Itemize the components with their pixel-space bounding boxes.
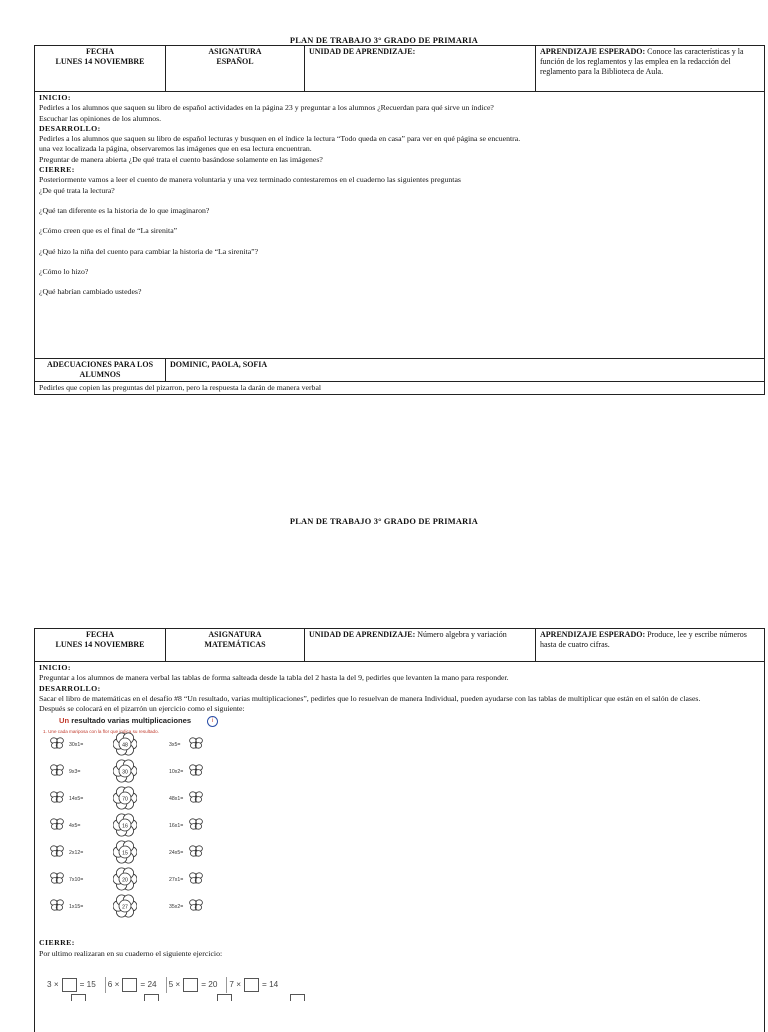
answer-box	[62, 978, 77, 992]
unidad-label: UNIDAD DE APRENDIZAJE	[309, 630, 413, 639]
answer-box	[217, 994, 232, 1001]
unidad-cell: UNIDAD DE APRENDIZAJE:	[305, 46, 536, 91]
worksheet-title-un: Un	[59, 716, 70, 726]
exercise-row-2	[45, 994, 760, 1000]
plan2-header-row	[35, 629, 764, 662]
flower-number: 15	[122, 850, 128, 857]
adecuaciones-note-row	[35, 382, 764, 394]
flower-number: 30	[122, 769, 128, 776]
asignatura-cell	[166, 629, 305, 661]
butterfly-icon	[49, 789, 65, 805]
flower-number: 16	[122, 823, 128, 830]
inicio-line: Pedirles a los alumnos que saquen su libro de español actividades en la página 23 y preguntar a los alumnos ¿Recuerdan para qué sirve un índice?	[39, 103, 494, 113]
cierre-line: Por ultimo realizaran en su cuaderno el siguiente ejercicio:	[39, 948, 223, 958]
flower-icon	[113, 894, 137, 918]
unidad-value: Número algebra y variación	[417, 630, 507, 639]
question: ¿Qué tan diferente es la historia de lo que imaginaron?	[39, 205, 210, 215]
flower-icon	[113, 786, 137, 810]
inicio-line: Escuchar las opiniones de los alumnos.	[39, 113, 162, 123]
fecha-value: LUNES 14 NOVIEMBRE	[55, 640, 145, 649]
asignatura-value: MATEMÁTICAS	[204, 640, 266, 649]
worksheet-title: resultado varias multiplicaciones	[69, 716, 192, 726]
desarrollo-line: Preguntar de manera abierta ¿De qué trata el cuento basándose solamente en las imágenes?	[39, 154, 323, 164]
aprendizaje-value: Produce, lee y escribe números hasta de cuatro cifras.	[540, 630, 747, 649]
butterfly-icon	[49, 870, 65, 886]
answer-box	[71, 994, 86, 1001]
exercise-item: 5 × = 20	[167, 977, 228, 993]
plan2-body-row	[35, 662, 764, 1032]
desarrollo-label: DESARROLLO	[39, 123, 98, 133]
cierre-line: ¿De qué trata la lectura?	[39, 185, 115, 195]
adecuaciones-note: Pedirles que copien las preguntas del pizarron, pero la respuesta la darán de manera verbal	[39, 383, 322, 392]
desarrollo-line: Pedirles a los alumnos que saquen su libro de español lecturas y busquen en el índice la lectura “Todo queda en casa” para ver en qué página se encuentra.	[39, 134, 521, 144]
answer-box	[183, 978, 198, 992]
answer-box	[122, 978, 137, 992]
right-equation: 16x1=	[169, 823, 184, 830]
right-equation: 3x5=	[169, 742, 181, 749]
question: ¿Qué habrían cambiado ustedes?	[39, 287, 142, 297]
unidad-cell: UNIDAD DE APRENDIZAJE: Número algebra y variación	[305, 629, 536, 661]
inicio-line: Preguntar a los alumnos de manera verbal las tablas de forma salteada desde la tabla del 2 hasta la del 9, pedirles que levanten la mano para responder.	[39, 673, 509, 683]
owl-icon: i	[207, 716, 218, 727]
plan1-title: PLAN DE TRABAJO 3° GRADO DE PRIMARIA	[289, 36, 479, 45]
asignatura-label: ASIGNATURA	[208, 630, 262, 639]
fecha-label: FECHA	[86, 47, 114, 56]
butterfly-icon	[49, 816, 65, 832]
flower-number: 70	[122, 796, 128, 803]
aprendizaje-value: Conoce las características y la función de los reglamentos y las emplea en la redacción del reglamento para la Biblioteca de Aula.	[540, 47, 744, 76]
aprendizaje-label: APRENDIZAJE ESPERADO	[540, 630, 643, 639]
right-equation: 48x1=	[169, 796, 184, 803]
left-equation: 7x10=	[69, 877, 84, 884]
inicio-label: INICIO	[39, 663, 68, 672]
flower-icon	[113, 759, 137, 783]
plan1-table	[34, 45, 765, 395]
asignatura-label: ASIGNATURA	[208, 47, 262, 56]
cierre-label: CIERRE	[39, 938, 72, 948]
butterfly-icon	[188, 843, 204, 859]
question: ¿Cómo creen que es el final de “La sirenita”	[39, 226, 178, 236]
butterfly-icon	[188, 897, 204, 913]
adecuaciones-label: ADECUACIONES PARA LOS ALUMNOS	[35, 359, 166, 381]
question: ¿Qué hizo la niña del cuento para cambiar la historia de “La sirenita”?	[39, 246, 259, 256]
flower-icon	[113, 840, 137, 864]
plan1-header-row	[35, 46, 764, 92]
desarrollo-label: DESARROLLO	[39, 683, 98, 693]
answer-box	[144, 994, 159, 1001]
flower-icon	[113, 867, 137, 891]
worksheet-instruction: 1. Une cada mariposa con la flor que indica su resultado.	[43, 728, 159, 734]
adecuaciones-row	[35, 359, 764, 382]
flower-icon	[113, 732, 137, 756]
right-equation: 24x5=	[169, 850, 184, 857]
exercise-item: 7 × = 14	[227, 977, 287, 993]
right-equation: 35x2=	[169, 904, 184, 911]
left-equation: 1x15=	[69, 904, 84, 911]
desarrollo-line: Sacar el libro de matemáticas en el desafío #8 “Un resultado, varias multiplicaciones”, pedirles que lo resuelvan de manera Individual, pueden ayudarse con las tablas de multiplicar que están en el salón de clases.	[39, 693, 701, 703]
fecha-cell	[35, 46, 166, 91]
right-equation: 10x2=	[169, 769, 184, 776]
asignatura-value: ESPAÑOL	[216, 57, 254, 66]
asignatura-cell	[166, 46, 305, 91]
left-equation: 14x5=	[69, 796, 84, 803]
exercise-row	[45, 977, 760, 993]
inicio-label: INICIO	[39, 93, 68, 102]
unidad-label: UNIDAD DE APRENDIZAJE	[309, 47, 413, 56]
flower-number: 48	[122, 742, 128, 749]
butterfly-icon	[49, 843, 65, 859]
plan2-title: PLAN DE TRABAJO 3° GRADO DE PRIMARIA	[289, 517, 479, 526]
butterfly-icon	[188, 870, 204, 886]
butterfly-icon	[49, 735, 65, 751]
plan1-body: INICIO: Pedirles a los alumnos que saquen su libro de español actividades en la página 23 y preguntar a los alumnos ¿Recuerdan para qué sirve un índice? Escuchar las opiniones de los alumnos. DESARROLLO: Pedirles a los alumnos que saquen su libro de español lecturas y busquen en el índice la lectura “Todo queda en casa” para ver en qué página se encuentra. una vez localizada la página, observaremos las imágenes que en esa lectura encuentran. Preguntar de manera abierta ¿De qué trata el cuento basándose solamente en las imágenes? CIERRE: Posteriormente vamos a leer el cuento de manera voluntaria y una vez terminado contestaremos en el cuaderno las siguientes preguntas ¿De qué trata la lectura? ¿Qué tan diferente es la historia de lo que imaginaron? ¿Cómo creen que es el final de “La sirenita” ¿Qué hizo la niña del cuento para cambiar la historia de “La sirenita”? ¿Cómo lo hizo? ¿Qué habrían cambiado ustedes?	[35, 92, 764, 358]
left-equation: 4x5=	[69, 823, 81, 830]
aprendizaje-label: APRENDIZAJE ESPERADO	[540, 47, 643, 56]
question: ¿Cómo lo hizo?	[39, 266, 89, 276]
left-equation: 9x3=	[69, 769, 81, 776]
exercise-item: 3 × = 15	[45, 977, 106, 993]
desarrollo-line: una vez localizada la página, observaremos las imágenes que en esa lectura encuentran.	[39, 144, 312, 154]
left-equation: 30x1=	[69, 742, 84, 749]
flower-number: 20	[122, 877, 128, 884]
plan2-body: INICIO: Preguntar a los alumnos de manera verbal las tablas de forma salteada desde la tabla del 2 hasta la del 9, pedirles que levanten la mano para responder. DESARROLLO: Sacar el libro de matemáticas en el desafío #8 “Un resultado, varias multiplicaciones”, pedirles que lo resuelvan de manera Individual, pueden ayudarse con las tablas de multiplicar que están en el salón de clases. Después se colocará en el pizarrón un ejercicio como el siguiente: Un resultado varias multiplicaciones i 1. Une cada mariposa con la flor que indica su resultado. 30x1= 48 3x5= 9x3= 30 10x2= 14x5= 70 48x1= 4x5= 16 16x1= 2x12= 15 24x5= 7x10= 20 27x1= 1x15= 27 35x2= CIERRE: Por ultimo realizaran en su cuaderno el siguiente ejercicio: 3 × = 15 6 × = 24 5 × = 20 7 × = 14	[35, 662, 764, 1032]
butterfly-icon	[49, 762, 65, 778]
desarrollo-line: Después se colocará en el pizarrón un ejercicio como el siguiente:	[39, 704, 245, 714]
butterfly-icon	[188, 789, 204, 805]
fecha-cell	[35, 629, 166, 661]
right-equation: 27x1=	[169, 877, 184, 884]
aprendizaje-cell: APRENDIZAJE ESPERADO: Produce, lee y escribe números hasta de cuatro cifras.	[540, 630, 747, 649]
left-equation: 2x12=	[69, 850, 84, 857]
butterfly-icon	[188, 762, 204, 778]
fecha-label: FECHA	[86, 630, 114, 639]
flower-number: 27	[122, 904, 128, 911]
plan2-table	[34, 628, 765, 1032]
cierre-line: Posteriormente vamos a leer el cuento de manera voluntaria y una vez terminado contestaremos en el cuaderno las siguientes preguntas	[39, 175, 461, 185]
aprendizaje-cell: APRENDIZAJE ESPERADO: Conoce las características y la función de los reglamentos y las emplea en la redacción del reglamento para la Biblioteca de Aula.	[540, 47, 744, 76]
butterfly-icon	[188, 735, 204, 751]
answer-box	[244, 978, 259, 992]
flower-icon	[113, 813, 137, 837]
fecha-value: LUNES 14 NOVIEMBRE	[55, 57, 145, 66]
worksheet-image	[43, 716, 229, 936]
adecuaciones-students: DOMINIC, PAOLA, SOFIA	[170, 360, 268, 369]
answer-box	[290, 994, 305, 1001]
butterfly-icon	[49, 897, 65, 913]
butterfly-icon	[188, 816, 204, 832]
exercise-item: 6 × = 24	[106, 977, 167, 993]
plan1-body-row	[35, 92, 764, 359]
cierre-label: CIERRE	[39, 165, 72, 175]
